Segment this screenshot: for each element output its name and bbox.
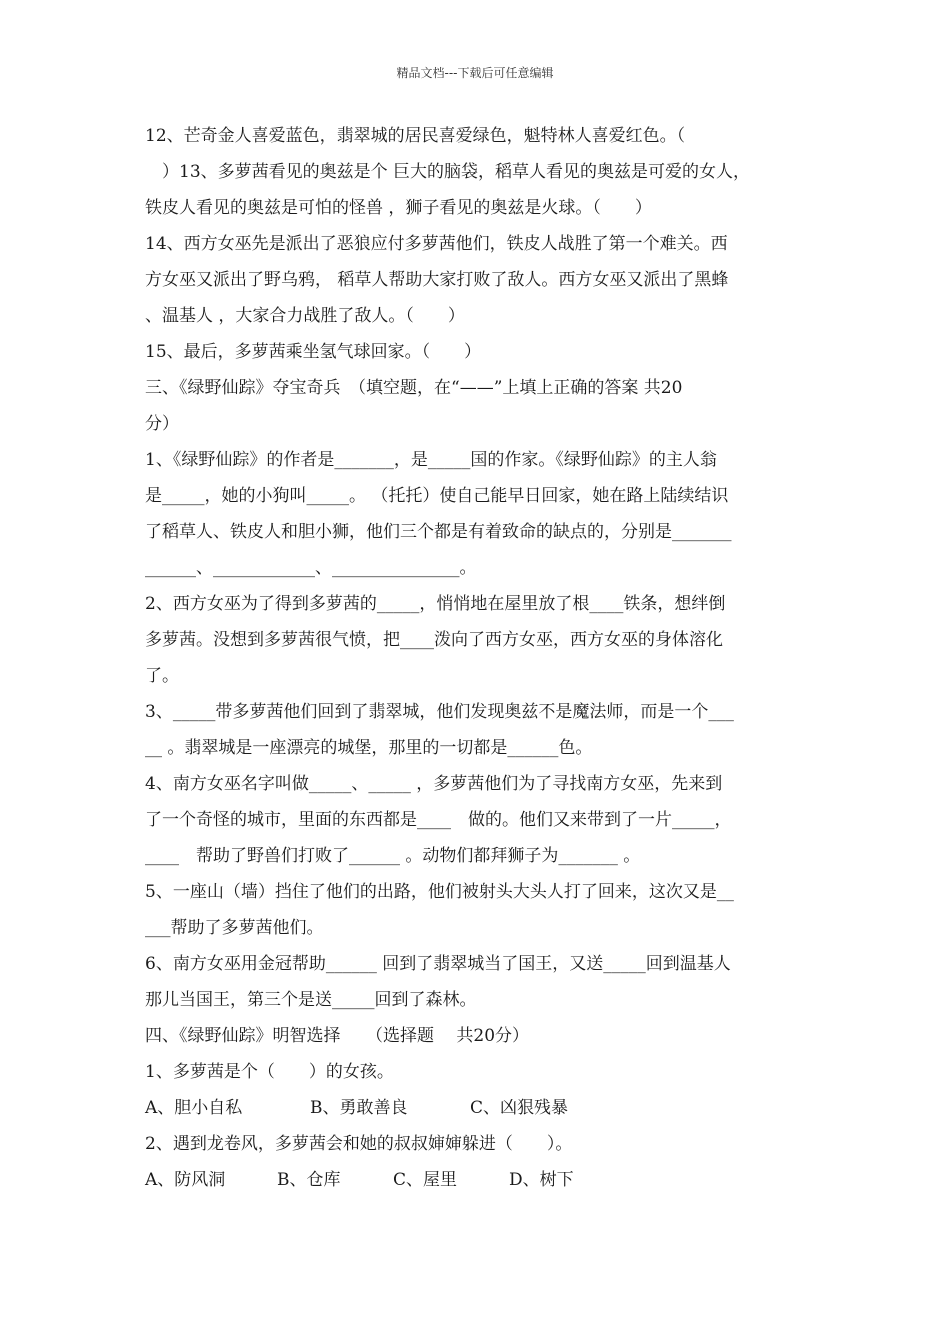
section-heading-cont: 分） [145,414,179,434]
option-d: D、树下 [509,1170,574,1190]
text-line: 多萝茜。没想到多萝茜很气愤，把____泼向了西方女巫，西方女巫的身体溶化 [145,630,723,650]
option-b: B、仓库 [277,1170,341,1190]
text-line: ）13、多萝茜看见的奥兹是个 巨大的脑袋，稻草人看见的奥兹是可爱的女人， [145,162,751,182]
text-line: 15、最后，多萝茜乘坐氢气球回家。（ ） [145,342,482,362]
text-line: 是_____，她的小狗叫_____。 （托托）使自己能早日回家，她在路上陆续结识 [145,486,729,506]
text-line: 方女巫又派出了野乌鸦， 稻草人帮助大家打败了敌人。西方女巫又派出了黑蜂 [145,270,729,290]
option-c: C、屋里 [393,1170,458,1190]
text-line: 了一个奇怪的城市，里面的东西都是____ 做的。他们又来带到了一片_____， [145,810,732,830]
text-line: ___帮助了多萝茜他们。 [145,918,324,938]
q2-options [145,1162,810,1198]
text-line: 6、南方女巫用金冠帮助______ 回到了翡翠城当了国王，又送_____回到温基人 [145,954,731,974]
text-line: 了稻草人、铁皮人和胆小狮，他们三个都是有着致命的缺点的，分别是_______ [145,522,732,542]
page-header: 精品文档---下载后可任意编辑 [396,66,554,80]
section-heading: 四、《绿野仙踪》明智选择 （选择题 共20分） [145,1026,530,1046]
text-line: ____ 帮助了野兽们打败了______ 。动物们都拜狮子为_______ 。 [145,846,641,866]
text-line: 5、一座山（墙）挡住了他们的出路，他们被射头大头人打了回来，这次又是__ [145,882,734,902]
section-heading: 三、《绿野仙踪》夺宝奇兵 （填空题，在“——”上填上正确的答案 共20 [145,378,683,398]
question-text: 2、遇到龙卷风，多萝茜会和她的叔叔婶婶躲进（ ）。 [145,1134,573,1154]
option-a: A、防风洞 [145,1170,226,1190]
option-b: B、勇敢善良 [310,1098,408,1118]
option-c: C、凶狠残暴 [470,1098,569,1118]
option-a: A、胆小自私 [145,1098,243,1118]
text-line: 1、《绿野仙踪》的作者是_______，是_____国的作家。《绿野仙踪》的主人翁 [145,450,717,470]
question-text: 1、多萝茜是个（ ）的女孩。 [145,1062,394,1082]
text-line: 4、南方女巫名字叫做_____、_____ ，多萝茜他们为了寻找南方女巫，先来到 [145,774,723,794]
q1-options [145,1090,810,1126]
text-line: __ 。翡翠城是一座漂亮的城堡，那里的一切都是______色。 [145,738,593,758]
text-line: 3、_____带多萝茜他们回到了翡翠城，他们发现奥兹不是魔法师，而是一个___ [145,702,734,722]
text-line: 、温基人 ，大家合力战胜了敌人。（ ） [145,306,465,326]
text-line: ______、____________、_______________。 [145,558,477,578]
text-line: 12、芒奇金人喜爱蓝色，翡翠城的居民喜爱绿色，魁特林人喜爱红色。（ [145,126,686,146]
text-line: 铁皮人看见的奥兹是可怕的怪兽 ，狮子看见的奥兹是火球。（ ） [145,198,652,218]
document-body [145,118,810,1198]
text-line: 了。 [145,666,179,686]
text-line: 2、西方女巫为了得到多萝茜的_____，悄悄地在屋里放了根____铁条，想绊倒 [145,594,726,614]
text-line: 14、西方女巫先是派出了恶狼应付多萝茜他们，铁皮人战胜了第一个难关。西 [145,234,728,254]
text-line: 那儿当国王，第三个是送_____回到了森林。 [145,990,477,1010]
